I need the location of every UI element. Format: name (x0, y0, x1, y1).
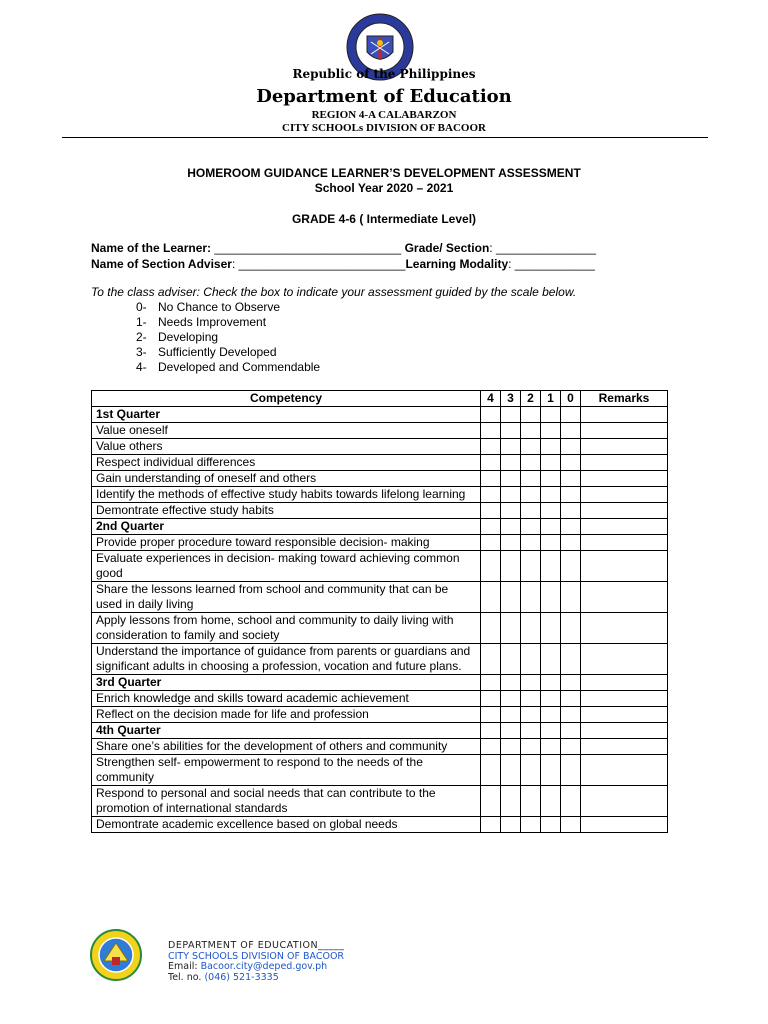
division-logo-icon (90, 929, 142, 981)
score-1-checkbox[interactable] (541, 739, 561, 755)
remarks-cell[interactable] (581, 675, 668, 691)
footer-email-label: Email: (168, 961, 198, 972)
scale-label: Needs Improvement (158, 315, 267, 329)
table-row (92, 644, 668, 675)
score-2-checkbox[interactable] (521, 455, 541, 471)
score-4-checkbox[interactable] (481, 519, 501, 535)
score-2-checkbox[interactable] (521, 439, 541, 455)
score-1-checkbox[interactable] (541, 644, 561, 675)
modality-field[interactable]: : ____________ (508, 257, 595, 271)
score-3-checkbox[interactable] (501, 487, 521, 503)
score-0-checkbox[interactable] (561, 503, 581, 519)
score-3-checkbox[interactable] (501, 675, 521, 691)
score-0-header: 0 (561, 391, 581, 407)
table-row (92, 503, 668, 519)
score-1-checkbox[interactable] (541, 407, 561, 423)
score-2-checkbox[interactable] (521, 644, 541, 675)
score-4-checkbox[interactable] (481, 455, 501, 471)
score-1-checkbox[interactable] (541, 519, 561, 535)
remarks-cell[interactable] (581, 407, 668, 423)
remarks-cell[interactable] (581, 535, 668, 551)
score-4-checkbox[interactable] (481, 423, 501, 439)
modality-label: Learning Modality (405, 257, 509, 271)
competency-cell: Strengthen self- empowerment to respond to the needs of the community (92, 755, 481, 786)
table-row (92, 786, 668, 817)
competency-header: Competency (92, 391, 481, 407)
score-0-checkbox[interactable] (561, 817, 581, 833)
score-1-checkbox[interactable] (541, 817, 561, 833)
remarks-cell[interactable] (581, 691, 668, 707)
score-1-checkbox[interactable] (541, 675, 561, 691)
score-2-checkbox[interactable] (521, 707, 541, 723)
score-2-checkbox[interactable] (521, 487, 541, 503)
footer-tel: (046) 521-3335 (204, 971, 279, 983)
remarks-cell[interactable] (581, 439, 668, 455)
score-1-checkbox[interactable] (541, 786, 561, 817)
score-0-checkbox[interactable] (561, 613, 581, 644)
remarks-cell[interactable] (581, 551, 668, 582)
learner-label: Name of the Learner: (91, 241, 212, 255)
score-2-checkbox[interactable] (521, 535, 541, 551)
remarks-cell[interactable] (581, 817, 668, 833)
score-0-checkbox[interactable] (561, 755, 581, 786)
score-1-checkbox[interactable] (541, 423, 561, 439)
score-4-checkbox[interactable] (481, 675, 501, 691)
score-3-checkbox[interactable] (501, 519, 521, 535)
score-0-checkbox[interactable] (561, 644, 581, 675)
grade-level: GRADE 4-6 ( Intermediate Level) (291, 212, 477, 226)
scale-item (136, 360, 320, 375)
scale-number: 0- (136, 300, 147, 314)
competency-cell: Provide proper procedure toward responsible decision- making (92, 535, 481, 551)
score-2-checkbox[interactable] (521, 675, 541, 691)
score-3-checkbox[interactable] (501, 551, 521, 582)
score-2-checkbox[interactable] (521, 739, 541, 755)
score-1-checkbox[interactable] (541, 691, 561, 707)
score-4-checkbox[interactable] (481, 707, 501, 723)
competency-cell: Gain understanding of oneself and others (92, 471, 481, 487)
score-2-checkbox[interactable] (521, 817, 541, 833)
scale-item (136, 330, 320, 345)
score-4-checkbox[interactable] (481, 755, 501, 786)
competency-cell: Understand the importance of guidance from parents or guardians and significant adults in choosing a profession, vocation and future plans. (92, 644, 481, 675)
grade-section-label: Grade/ Section (404, 241, 490, 255)
competency-cell: Evaluate experiences in decision- making toward achieving common good (92, 551, 481, 582)
score-3-checkbox[interactable] (501, 407, 521, 423)
table-row (92, 739, 668, 755)
score-4-checkbox[interactable] (481, 613, 501, 644)
score-0-checkbox[interactable] (561, 786, 581, 817)
competency-cell: Reflect on the decision made for life and profession (92, 707, 481, 723)
competency-cell: Demontrate effective study habits (92, 503, 481, 519)
competency-cell: Apply lessons from home, school and community to daily living with consideration to family and society (92, 613, 481, 644)
score-0-checkbox[interactable] (561, 439, 581, 455)
grade-section-field[interactable]: : _______________ (489, 241, 597, 255)
score-3-checkbox[interactable] (501, 739, 521, 755)
adviser-label: Name of Section Adviser (91, 257, 232, 271)
score-2-checkbox[interactable] (521, 423, 541, 439)
quarter-row (92, 675, 668, 691)
score-2-checkbox[interactable] (521, 503, 541, 519)
competency-cell: Demontrate academic excellence based on global needs (92, 817, 481, 833)
footer-division: CITY SCHOOLS DIVISION OF BACOOR (168, 950, 345, 962)
quarter-label: 2nd Quarter (92, 519, 481, 535)
table-body (92, 407, 668, 833)
remarks-cell[interactable] (581, 503, 668, 519)
score-3-checkbox[interactable] (501, 613, 521, 644)
score-4-checkbox[interactable] (481, 723, 501, 739)
remarks-cell[interactable] (581, 519, 668, 535)
remarks-cell[interactable] (581, 613, 668, 644)
competency-cell: Share one’s abilities for the development of others and community (92, 739, 481, 755)
score-0-checkbox[interactable] (561, 723, 581, 739)
table-row (92, 707, 668, 723)
remarks-cell[interactable] (581, 582, 668, 613)
score-2-checkbox[interactable] (521, 471, 541, 487)
remarks-cell[interactable] (581, 471, 668, 487)
score-1-checkbox[interactable] (541, 487, 561, 503)
score-1-checkbox[interactable] (541, 582, 561, 613)
table-row (92, 439, 668, 455)
score-3-checkbox[interactable] (501, 455, 521, 471)
competency-cell: Share the lessons learned from school and community that can be used in daily living (92, 582, 481, 613)
score-0-checkbox[interactable] (561, 487, 581, 503)
table-row (92, 613, 668, 644)
footer-tel-label: Tel. no. (168, 971, 202, 983)
score-1-header: 1 (541, 391, 561, 407)
footer-contact (168, 941, 344, 983)
table-row (92, 582, 668, 613)
score-4-checkbox[interactable] (481, 439, 501, 455)
score-0-checkbox[interactable] (561, 691, 581, 707)
score-1-checkbox[interactable] (541, 755, 561, 786)
score-2-checkbox[interactable] (521, 691, 541, 707)
score-3-checkbox[interactable] (501, 471, 521, 487)
remarks-cell[interactable] (581, 423, 668, 439)
table-row (92, 551, 668, 582)
score-4-checkbox[interactable] (481, 644, 501, 675)
score-2-header: 2 (521, 391, 541, 407)
quarter-row (92, 407, 668, 423)
score-1-checkbox[interactable] (541, 535, 561, 551)
score-2-checkbox[interactable] (521, 582, 541, 613)
competency-cell: Enrich knowledge and skills toward academic achievement (92, 691, 481, 707)
score-3-checkbox[interactable] (501, 535, 521, 551)
score-2-checkbox[interactable] (521, 407, 541, 423)
score-4-checkbox[interactable] (481, 739, 501, 755)
score-0-checkbox[interactable] (561, 471, 581, 487)
adviser-name-field[interactable]: : _________________________ (231, 257, 406, 271)
score-4-header: 4 (481, 391, 501, 407)
score-4-checkbox[interactable] (481, 487, 501, 503)
remarks-cell[interactable] (581, 707, 668, 723)
competency-cell: Value oneself (92, 423, 481, 439)
score-4-checkbox[interactable] (481, 535, 501, 551)
score-0-checkbox[interactable] (561, 423, 581, 439)
region-line: REGION 4-A CALABARZON (311, 109, 457, 121)
score-3-checkbox[interactable] (501, 503, 521, 519)
quarter-label: 1st Quarter (92, 407, 481, 423)
table-row (92, 423, 668, 439)
scale-item (136, 300, 320, 315)
score-0-checkbox[interactable] (561, 675, 581, 691)
score-1-checkbox[interactable] (541, 455, 561, 471)
footer-email[interactable]: Bacoor.city@deped.gov.ph (200, 961, 328, 972)
quarter-row (92, 519, 668, 535)
score-4-checkbox[interactable] (481, 471, 501, 487)
score-1-checkbox[interactable] (541, 471, 561, 487)
score-2-checkbox[interactable] (521, 755, 541, 786)
scale-label: Developed and Commendable (158, 360, 321, 374)
score-3-checkbox[interactable] (501, 644, 521, 675)
remarks-cell[interactable] (581, 786, 668, 817)
score-3-checkbox[interactable] (501, 786, 521, 817)
header-divider (62, 137, 708, 138)
table-row (92, 691, 668, 707)
score-1-checkbox[interactable] (541, 503, 561, 519)
quarter-label: 4th Quarter (92, 723, 481, 739)
score-1-checkbox[interactable] (541, 439, 561, 455)
score-3-checkbox[interactable] (501, 817, 521, 833)
score-0-checkbox[interactable] (561, 407, 581, 423)
scale-label: No Chance to Observe (158, 300, 281, 314)
instruction-text: To the class adviser: Check the box to indicate your assessment guided by the scale below. (91, 285, 577, 299)
score-4-checkbox[interactable] (481, 582, 501, 613)
score-1-checkbox[interactable] (541, 613, 561, 644)
table-row (92, 487, 668, 503)
competency-cell: Respect individual differences (92, 455, 481, 471)
remarks-cell[interactable] (581, 487, 668, 503)
score-2-checkbox[interactable] (521, 519, 541, 535)
table-row (92, 471, 668, 487)
score-2-checkbox[interactable] (521, 551, 541, 582)
remarks-header: Remarks (581, 391, 668, 407)
learner-name-field[interactable]: ____________________________ (211, 241, 405, 255)
learner-line (91, 241, 596, 255)
score-0-checkbox[interactable] (561, 455, 581, 471)
score-1-checkbox[interactable] (541, 707, 561, 723)
score-3-checkbox[interactable] (501, 691, 521, 707)
table-header-row (92, 391, 668, 407)
scale-number: 1- (136, 315, 147, 329)
score-3-checkbox[interactable] (501, 723, 521, 739)
scale-item (136, 315, 320, 330)
assessment-table (91, 390, 668, 833)
score-0-checkbox[interactable] (561, 519, 581, 535)
quarter-row (92, 723, 668, 739)
score-4-checkbox[interactable] (481, 817, 501, 833)
score-4-checkbox[interactable] (481, 551, 501, 582)
adviser-line (91, 257, 595, 271)
competency-cell: Identify the methods of effective study habits towards lifelong learning (92, 487, 481, 503)
competency-cell: Value others (92, 439, 481, 455)
republic-line: Republic of the Philippines (292, 67, 476, 81)
scale-label: Developing (158, 330, 219, 344)
table-row (92, 455, 668, 471)
table-row (92, 755, 668, 786)
form-title: HOMEROOM GUIDANCE LEARNER’S DEVELOPMENT ASSESSMENT (187, 166, 581, 180)
score-3-checkbox[interactable] (501, 439, 521, 455)
score-3-checkbox[interactable] (501, 423, 521, 439)
scale-number: 4- (136, 360, 147, 374)
competency-cell: Respond to personal and social needs that can contribute to the promotion of international standards (92, 786, 481, 817)
remarks-cell[interactable] (581, 755, 668, 786)
score-3-checkbox[interactable] (501, 707, 521, 723)
table-row (92, 817, 668, 833)
score-4-checkbox[interactable] (481, 691, 501, 707)
score-2-checkbox[interactable] (521, 613, 541, 644)
footer-department: DEPARTMENT OF EDUCATION_____ (168, 940, 345, 951)
school-year: School Year 2020 – 2021 (314, 181, 454, 195)
score-2-checkbox[interactable] (521, 723, 541, 739)
score-1-checkbox[interactable] (541, 723, 561, 739)
score-0-checkbox[interactable] (561, 739, 581, 755)
remarks-cell[interactable] (581, 723, 668, 739)
score-0-checkbox[interactable] (561, 707, 581, 723)
rating-scale (136, 300, 320, 375)
remarks-cell[interactable] (581, 739, 668, 755)
score-0-checkbox[interactable] (561, 582, 581, 613)
remarks-cell[interactable] (581, 644, 668, 675)
scale-item (136, 345, 320, 360)
division-line: CITY SCHOOLs DIVISION OF BACOOR (282, 122, 486, 134)
department-name: Department of Education (256, 86, 512, 107)
scale-number: 3- (136, 345, 147, 359)
score-0-checkbox[interactable] (561, 535, 581, 551)
score-4-checkbox[interactable] (481, 407, 501, 423)
score-0-checkbox[interactable] (561, 551, 581, 582)
footer-tel-line (168, 973, 344, 984)
remarks-cell[interactable] (581, 455, 668, 471)
score-3-header: 3 (501, 391, 521, 407)
score-4-checkbox[interactable] (481, 503, 501, 519)
score-4-checkbox[interactable] (481, 786, 501, 817)
score-2-checkbox[interactable] (521, 786, 541, 817)
score-3-checkbox[interactable] (501, 755, 521, 786)
quarter-label: 3rd Quarter (92, 675, 481, 691)
score-1-checkbox[interactable] (541, 551, 561, 582)
scale-label: Sufficiently Developed (158, 345, 277, 359)
score-3-checkbox[interactable] (501, 582, 521, 613)
scale-number: 2- (136, 330, 147, 344)
table-row (92, 535, 668, 551)
